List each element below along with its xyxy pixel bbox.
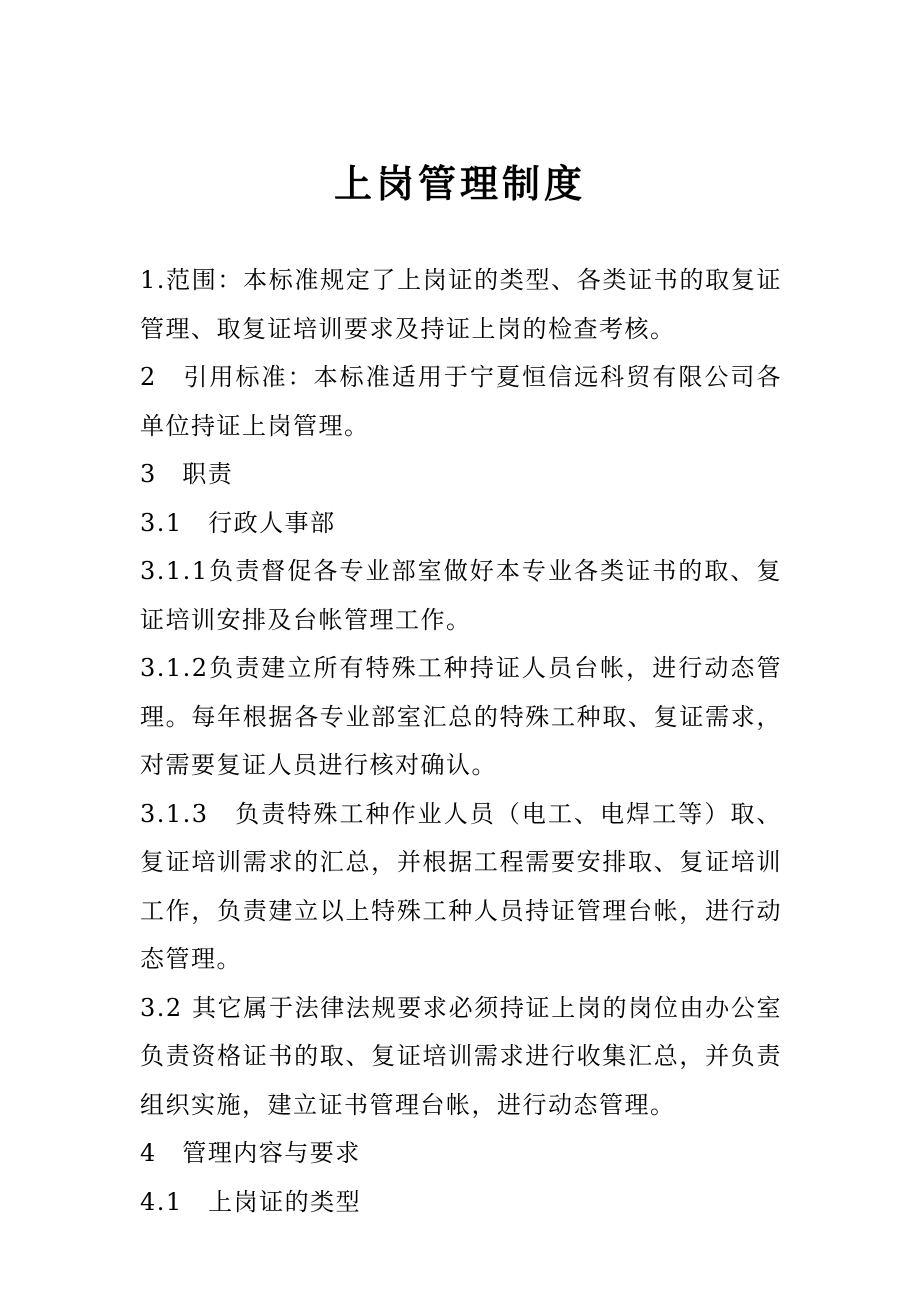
heading-certificate-types: 4.1 上岗证的类型 — [140, 1187, 362, 1216]
heading-admin-hr: 3.1 行政人事部 — [140, 508, 336, 537]
paragraph-3-1-2: 3.1.2负责建立所有特殊工种持证人员台帐，进行动态管理。每年根据各专业部室汇总的特殊工种取、复证需求，对需要复证人员进行核对确认。 — [140, 654, 782, 779]
paragraph-scope: 1.范围：本标准规定了上岗证的类型、各类证书的取复证管理、取复证培训要求及持证上岗的检查考核。 — [140, 266, 782, 343]
heading-management-content: 4 管理内容与要求 — [140, 1139, 361, 1167]
document-title: 上岗管理制度 — [333, 161, 586, 206]
paragraph-3-2: 3.2 其它属于法律法规要求必须持证上岗的岗位由办公室负责资格证书的取、复证培训需求进行收集汇总，并负责组织实施，建立证书管理台帐，进行动态管理。 — [140, 993, 782, 1119]
paragraph-reference-standard: 2 引用标准：本标准适用于宁夏恒信远科贸有限公司各单位持证上岗管理。 — [140, 363, 782, 440]
paragraph-3-1-3: 3.1.3 负责特殊工种作业人员（电工、电焊工等）取、复证培训需求的汇总，并根据工程需要安排取、复证培训工作，负责建立以上特殊工种人员持证管理台帐，进行动态管理。 — [140, 799, 782, 973]
heading-responsibilities: 3 职责 — [140, 460, 234, 488]
document-body — [140, 256, 782, 1226]
paragraph-3-1-1: 3.1.1负责督促各专业部室做好本专业各类证书的取、复证培训安排及台帐管理工作。 — [140, 557, 782, 634]
